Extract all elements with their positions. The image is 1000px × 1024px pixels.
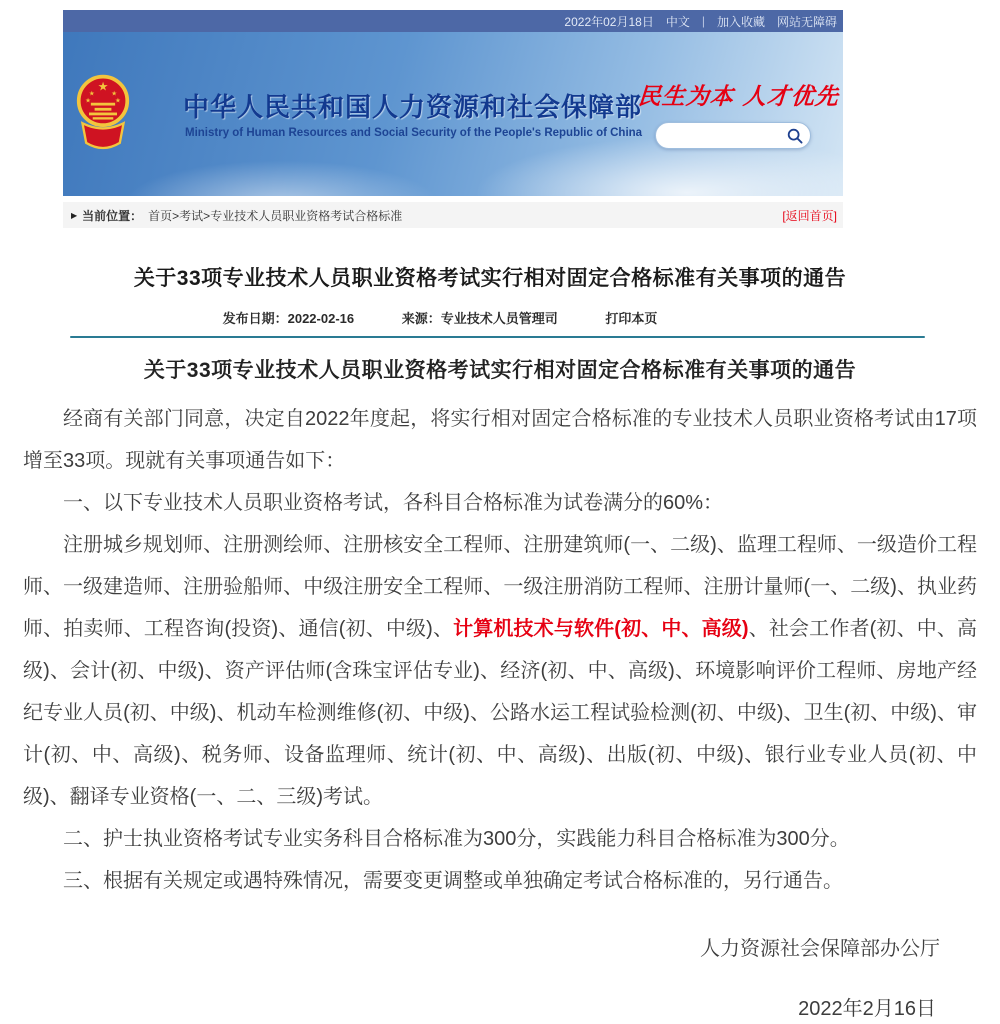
current-date: 2022年02月18日 bbox=[564, 14, 654, 29]
search-icon[interactable] bbox=[786, 127, 804, 145]
paragraph-intro: 经商有关部门同意，决定自2022年度起，将实行相对固定合格标准的专业技术人员职业资格考试由17项增至33项。现就有关事项通告如下： bbox=[23, 408, 977, 472]
add-favorites-link[interactable]: 加入收藏 bbox=[716, 14, 765, 29]
svg-text:★: ★ bbox=[97, 79, 109, 94]
paragraph-exam-list bbox=[23, 524, 977, 818]
article-body bbox=[23, 398, 977, 902]
svg-text:★: ★ bbox=[111, 90, 118, 98]
title-divider bbox=[70, 336, 925, 338]
exam-list-after: 、社会工作者(初、中、高级)、会计(初、中级)、资产评估师(含珠宝评估专业)、经济(初、中、高级)、环境影响评价工程师、房地产经纪专业人员(初、中级)、机动车检测维修(初、中级)、公路水运工程试验检测(初、中级)、卫生(初、中级)、审计(初、中、高级)、税务师、设备监理师、统计(初、中、高级)、出版(初、中级)、银行业专业人员(初、中级)、翻译专业资格(一、二、三级)考试。 bbox=[23, 618, 978, 808]
article-inner-title: 关于33项专业技术人员职业资格考试实行相对固定合格标准有关事项的通告 bbox=[143, 359, 857, 382]
print-page-link[interactable]: 打印本页 bbox=[605, 311, 658, 326]
breadcrumb-arrow-icon: ▶ bbox=[71, 210, 78, 220]
topbar-separator: | bbox=[701, 14, 705, 28]
accessibility-link[interactable]: 网站无障碍 bbox=[776, 14, 837, 29]
paragraph-item-one: 一、以下专业技术人员职业资格考试，各科目合格标准为试卷满分的60%： bbox=[63, 492, 724, 514]
breadcrumb bbox=[63, 202, 843, 228]
slogan-calligraphy: 民生为本 人才优先 bbox=[636, 83, 840, 110]
breadcrumb-label: 当前位置： bbox=[82, 208, 143, 223]
svg-text:★: ★ bbox=[85, 97, 91, 105]
signature-date: 2022年2月16日 bbox=[798, 998, 936, 1020]
site-banner bbox=[63, 32, 843, 196]
ministry-subtitle-en: Ministry of Human Resources and Social Security of the People's Republic of China bbox=[185, 127, 643, 139]
signature-office: 人力资源社会保障部办公厅 bbox=[700, 938, 940, 960]
paragraph-item-three: 三、根据有关规定或遇特殊情况，需要变更调整或单独确定考试合格标准的，另行通告。 bbox=[63, 870, 843, 892]
search-input[interactable] bbox=[668, 128, 786, 143]
top-utility-bar bbox=[63, 10, 843, 32]
national-emblem-icon bbox=[75, 70, 131, 156]
back-home-link[interactable]: [返回首页] bbox=[782, 208, 837, 223]
publish-date: 发布日期：2022-02-16 bbox=[222, 311, 355, 326]
article-meta bbox=[0, 308, 880, 327]
search-box[interactable] bbox=[655, 122, 811, 149]
breadcrumb-path[interactable]: 首页>考试>专业技术人员职业资格考试合格标准 bbox=[148, 208, 403, 223]
exam-list-highlight: 计算机技术与软件(初、中、高级) bbox=[453, 618, 749, 640]
article-title: 关于33项专业技术人员职业资格考试实行相对固定合格标准有关事项的通告 bbox=[133, 267, 847, 290]
article-source: 来源：专业技术人员管理司 bbox=[401, 311, 558, 326]
site-header bbox=[63, 10, 843, 228]
exam-list-before: 注册城乡规划师、注册测绘师、注册核安全工程师、注册建筑师(一、二级)、监理工程师、一级造价工程师、一级建造师、注册验船师、中级注册安全工程师、一级注册消防工程师、注册计量师(一、二级)、执业药师、拍卖师、工程咨询(投资)、通信(初、中级)、 bbox=[23, 534, 977, 640]
svg-text:★: ★ bbox=[88, 90, 95, 98]
svg-text:★: ★ bbox=[115, 97, 121, 105]
ministry-title: 中华人民共和国人力资源和社会保障部 bbox=[183, 92, 643, 122]
paragraph-item-two: 二、护士执业资格考试专业实务科目合格标准为300分，实践能力科目合格标准为300分。 bbox=[63, 828, 850, 850]
language-link[interactable]: 中文 bbox=[665, 14, 690, 29]
